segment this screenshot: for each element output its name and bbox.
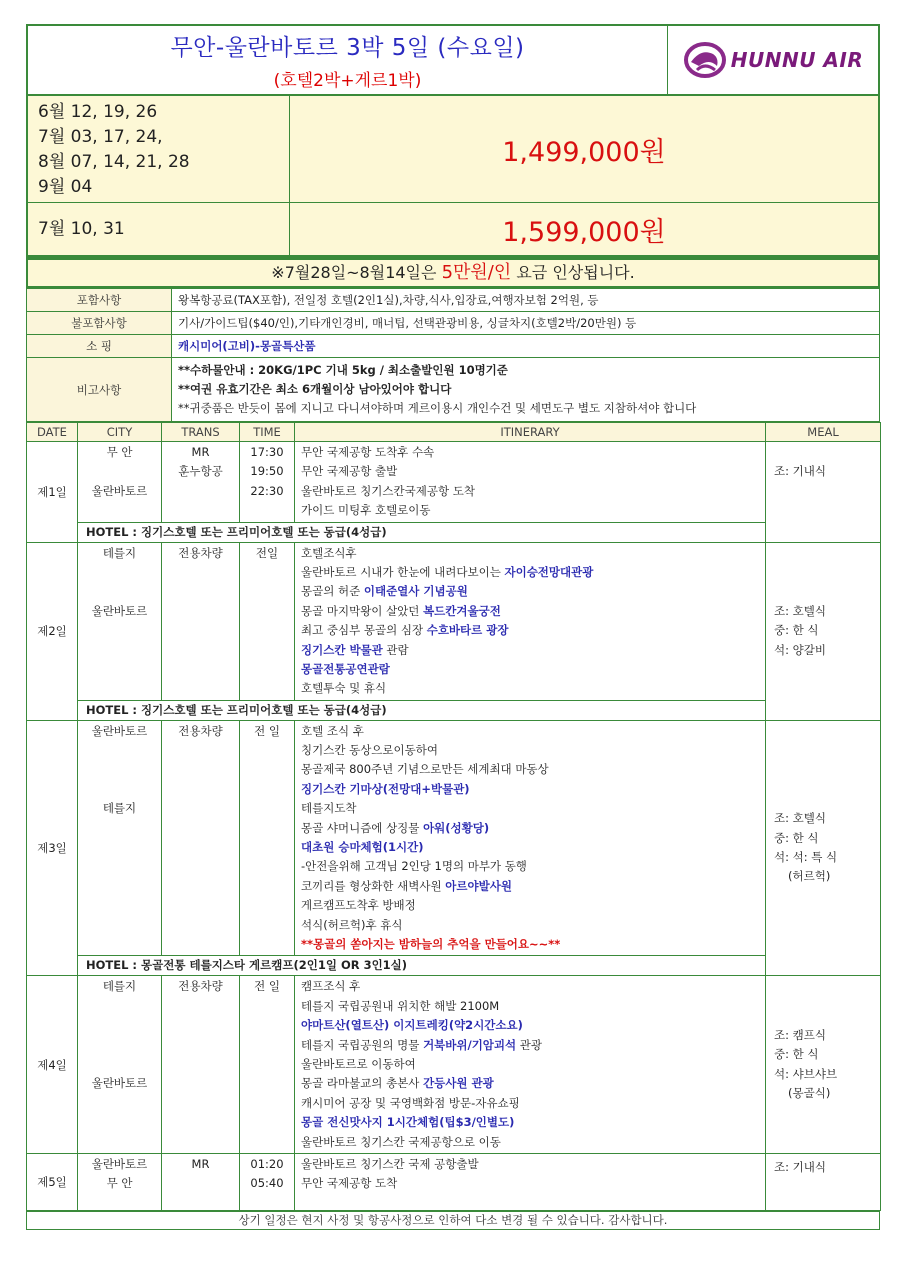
time-cell	[240, 976, 295, 1154]
itinerary-text: 최고 중심부 몽골의 심장	[301, 623, 427, 638]
logo-text: HUNNU AIR	[730, 48, 864, 72]
header	[26, 24, 880, 96]
city-line	[79, 1055, 160, 1074]
day-row	[27, 542, 881, 700]
trans-cell	[162, 976, 240, 1154]
hunnu-air-emblem-icon	[683, 40, 727, 80]
itinerary-line	[301, 977, 764, 996]
itinerary-highlight: 수흐바타르 광장	[426, 623, 509, 638]
meal-line: (몽골식)	[788, 1086, 831, 1101]
itinerary-text: 몽골의 허준	[301, 584, 364, 599]
date-line: 9월 04	[38, 177, 93, 197]
page-subtitle: (호텔2박+게르1박)	[273, 71, 422, 91]
city-cell	[78, 720, 162, 956]
departure-dates	[28, 96, 290, 202]
itinerary-text: 관광	[516, 1037, 543, 1052]
itinerary-line	[301, 1113, 764, 1132]
itinerary-line	[301, 1133, 764, 1152]
city-line: 울란바토르	[91, 483, 148, 498]
city-line	[79, 997, 160, 1016]
date-line: 8월 07, 14, 21, 28	[38, 152, 190, 172]
header-title-block	[28, 26, 668, 94]
shopping-label: 소 핑	[27, 335, 172, 358]
itinerary-line	[301, 916, 764, 935]
shopping-value: 캐시미어(고비)-몽골특산품	[172, 335, 880, 358]
time-cell	[240, 542, 295, 700]
city-line: 울란바토르	[91, 723, 148, 738]
itinerary-line	[301, 741, 764, 760]
city-line	[79, 563, 160, 582]
itinerary-table	[26, 422, 881, 1211]
price-row	[28, 203, 878, 255]
itinerary-line	[301, 602, 764, 621]
city-cell	[78, 1153, 162, 1210]
city-line: 테를지	[102, 801, 137, 816]
day-row	[27, 720, 881, 956]
col-itinerary: ITINERARY	[295, 423, 766, 442]
itinerary-highlight: 징기스칸 박물관	[301, 642, 383, 657]
itinerary-line	[301, 877, 764, 896]
itinerary-cell	[295, 976, 766, 1154]
trans-cell	[162, 720, 240, 956]
itinerary-line	[301, 582, 764, 601]
itinerary-highlight: 간등사원 관광	[423, 1076, 494, 1091]
meal-line: 조: 호텔식	[774, 604, 826, 619]
itinerary-text: 호텔 조식 후	[301, 723, 364, 738]
city-cell	[78, 442, 162, 523]
itinerary-line	[301, 660, 764, 679]
day-label: 제3일	[27, 720, 78, 976]
col-date: DATE	[27, 423, 78, 442]
hotel-row	[27, 700, 881, 720]
itinerary-cell	[295, 442, 766, 523]
hotel-row	[27, 522, 881, 542]
itinerary-line	[301, 544, 764, 563]
itinerary-cell	[295, 720, 766, 956]
city-line	[79, 760, 160, 779]
itinerary-page	[26, 24, 880, 1230]
time-cell	[240, 720, 295, 956]
price-row	[28, 96, 878, 203]
itinerary-line	[301, 838, 764, 857]
itinerary-highlight: 이태준열사 기념공원	[363, 584, 468, 599]
day-label: 제2일	[27, 542, 78, 720]
footer-note: 상기 일정은 현지 사정 및 항공사정으로 인하여 다소 변경 될 수 있습니다. 감사합니다.	[26, 1211, 880, 1230]
itinerary-line	[301, 819, 764, 838]
time-line: 01:20	[250, 1156, 284, 1171]
meal-line: 석: 양갈비	[774, 642, 826, 657]
itinerary-line: 무안 국제공항 도착후 수속	[301, 445, 435, 459]
meal-line: 조: 캠프식	[774, 1027, 826, 1042]
trans-line: 훈누항공	[178, 464, 223, 479]
meal-line: 조: 기내식	[774, 1159, 826, 1174]
time-line: 전 일	[254, 723, 280, 738]
remarks-value	[172, 358, 880, 422]
included-value: 왕복항공료(TAX포함), 전일정 호텔(2인1실),차량,식사,입장료,여행자보험 2억원, 등	[172, 289, 880, 312]
itinerary-highlight: 야마트산(열트산) 이지트레킹(약2시간소요)	[301, 1018, 523, 1033]
itinerary-highlight: 복드칸겨울궁전	[423, 603, 501, 618]
itinerary-line	[301, 621, 764, 640]
itinerary-text: 호텔조식후	[301, 545, 357, 560]
remark-line: **귀중품은 반듯이 몸에 지니고 다니셔야하며 게르이용시 개인수건 및 세면도구 별도 지참하셔야 합니다	[178, 401, 697, 415]
itinerary-special-line: **몽골의 쏟아지는 밤하늘의 추억을 만들어요~~**	[301, 936, 561, 951]
col-meal: MEAL	[766, 423, 881, 442]
info-row-included	[27, 289, 880, 312]
time-line: 05:40	[250, 1176, 284, 1191]
itinerary-text: -안전을위해 고객님 2인당 1명의 마부가 동행	[301, 859, 527, 874]
itinerary-text: 울란바토르 칭기스칸 국제공항으로 이동	[301, 1134, 501, 1149]
city-line	[79, 741, 160, 760]
price-value: 1,599,000원	[502, 216, 666, 248]
itinerary-line	[301, 1016, 764, 1035]
city-line: 무 안	[106, 445, 133, 459]
time-line: 19:50	[250, 464, 284, 479]
time-line: 전일	[255, 545, 279, 560]
trans-line: 전용차량	[178, 545, 223, 560]
city-line	[79, 1016, 160, 1035]
itinerary-text: 석식(허르헉)후 휴식	[301, 917, 403, 932]
itinerary-line	[301, 997, 764, 1016]
city-line	[79, 780, 160, 799]
itinerary-text: 테를지 국립공원의 명물	[301, 1037, 424, 1052]
city-line	[79, 582, 160, 601]
city-line: 무 안	[106, 1176, 133, 1191]
itinerary-text: 테를지 국립공원내 위치한 해발 2100M	[301, 998, 500, 1013]
itinerary-body	[27, 442, 881, 1211]
city-line: 테를지	[102, 545, 137, 560]
meal-line: 중: 한 식	[774, 830, 819, 845]
date-line: 6월 12, 19, 26	[38, 102, 158, 122]
hotel-row	[27, 956, 881, 976]
col-time: TIME	[240, 423, 295, 442]
itinerary-highlight: 아르야발사원	[445, 878, 512, 893]
city-line	[79, 1036, 160, 1055]
meal-cell	[766, 976, 881, 1154]
info-row-shopping	[27, 335, 880, 358]
itinerary-text: 칭기스칸 동상으로이동하여	[301, 743, 438, 758]
itinerary-highlight: 아워(성황당)	[423, 820, 490, 835]
excluded-label: 불포함사항	[27, 312, 172, 335]
meal-cell	[766, 442, 881, 543]
hotel-info: HOTEL : 몽골전통 테를지스타 게르캠프(2인1일 OR 3인1실)	[78, 956, 766, 976]
itinerary-highlight: 대초원 승마체험(1시간)	[301, 840, 424, 855]
day-row	[27, 976, 881, 1154]
meal-cell	[766, 1153, 881, 1210]
itinerary-text: 테를지도착	[301, 801, 357, 816]
page-title: 무안-울란바토르 3박 5일 (수요일)	[170, 35, 525, 61]
notice-text: ※7월28일~8월14일은	[271, 263, 442, 282]
itinerary-line	[301, 760, 764, 779]
itinerary-line	[301, 1074, 764, 1093]
info-row-remarks	[27, 358, 880, 422]
remark-line: **수하물안내 : 20KG/1PC 기내 5kg / 최소출발인원 10명기준	[178, 363, 508, 377]
itinerary-text: 캠프조식 후	[301, 979, 361, 994]
itinerary-highlight: 거북바위/기암괴석	[423, 1037, 517, 1052]
itinerary-text: 몽골 마지막왕이 살았던	[301, 603, 424, 618]
meal-line: 석: 샤브샤브	[774, 1066, 838, 1081]
itinerary-line	[301, 1094, 764, 1113]
day-row	[27, 442, 881, 523]
itinerary-text: 호텔투숙 및 휴식	[301, 681, 387, 696]
itinerary-text: 몽골 샤머니즘에 상징물	[301, 820, 424, 835]
itinerary-line: 무안 국제공항 출발	[301, 464, 398, 479]
itinerary-highlight: 자이승전망대관광	[504, 564, 594, 579]
notice-text: 요금 인상됩니다.	[511, 263, 635, 282]
time-cell	[240, 442, 295, 523]
trans-line: MR	[191, 1156, 210, 1171]
info-row-excluded	[27, 312, 880, 335]
remark-line: **여권 유효기간은 최소 6개월이상 남아있어야 합니다	[178, 382, 452, 396]
time-cell	[240, 1153, 295, 1210]
date-line: 7월 03, 17, 24,	[38, 127, 163, 147]
meal-line: 조: 호텔식	[774, 811, 826, 826]
meal-line: 조: 기내식	[774, 464, 826, 478]
itinerary-line: 울란바토르 칭기스칸 국제 공항출발	[301, 1156, 479, 1171]
col-trans: TRANS	[162, 423, 240, 442]
city-cell	[78, 542, 162, 700]
remarks-label: 비고사항	[27, 358, 172, 422]
time-line: 전 일	[254, 979, 280, 994]
price-table	[26, 96, 880, 257]
info-table	[26, 288, 880, 422]
city-line: 울란바토르	[91, 603, 148, 618]
city-line: 울란바토르	[91, 1076, 148, 1091]
notice-highlight: 5만원/인	[441, 262, 512, 283]
city-cell	[78, 976, 162, 1154]
city-line: 울란바토르	[91, 1156, 148, 1171]
itinerary-line	[301, 679, 764, 698]
itinerary-text: 게르캠프도착후 방배정	[301, 898, 416, 913]
trans-cell	[162, 442, 240, 523]
itinerary-text: 울란바토르 시내가 한눈에 내려다보이는	[301, 564, 505, 579]
date-line: 7월 10, 31	[38, 218, 125, 239]
itinerary-text: 관람	[382, 642, 409, 657]
itinerary-text: 몽골제국 800주년 기념으로만든 세계최대 마동상	[301, 762, 549, 777]
itinerary-line	[301, 896, 764, 915]
time-line: 17:30	[250, 445, 284, 459]
price-value: 1,499,000원	[502, 136, 666, 168]
itinerary-cell	[295, 1153, 766, 1210]
trans-cell	[162, 1153, 240, 1210]
time-line: 22:30	[250, 483, 284, 498]
itinerary-cell	[295, 542, 766, 700]
trans-line: MR	[191, 445, 210, 459]
price-notice	[26, 257, 880, 288]
trans-cell	[162, 542, 240, 700]
col-city: CITY	[78, 423, 162, 442]
city-line: 테를지	[102, 979, 137, 994]
itinerary-line: 울란바토르 칭기스칸국제공항 도착	[301, 483, 475, 498]
itinerary-line	[301, 780, 764, 799]
meal-line: 중: 한 식	[774, 1047, 819, 1062]
excluded-value: 기사/가이드팁($40/인),기타개인경비, 매너팁, 선택관광비용, 싱글차지(호텔2박/20만원) 등	[172, 312, 880, 335]
itinerary-text: 캐시미어 공장 및 국영백화점 방문-자유쇼핑	[301, 1095, 520, 1110]
day-label: 제1일	[27, 442, 78, 543]
itinerary-text: 울란바토르로 이동하여	[301, 1056, 416, 1071]
day-row	[27, 1153, 881, 1210]
itinerary-highlight: 몽골전통공연관람	[301, 661, 390, 676]
itinerary-text: 몽골 라마불교의 총본사	[301, 1076, 424, 1091]
itinerary-line	[301, 722, 764, 741]
itinerary-line	[301, 1036, 764, 1055]
included-label: 포함사항	[27, 289, 172, 312]
trans-line: 전용차량	[178, 723, 223, 738]
meal-cell	[766, 720, 881, 976]
itinerary-line: 무안 국제공항 도착	[301, 1176, 398, 1191]
itinerary-text: 코끼리를 형상화한 새벽사원	[301, 878, 446, 893]
itinerary-line	[301, 799, 764, 818]
trans-line: 전용차량	[178, 979, 223, 994]
meal-cell	[766, 542, 881, 720]
city-line	[79, 462, 160, 481]
itinerary-header-row	[27, 423, 881, 442]
meal-line: 석: 석: 특 식	[774, 850, 838, 865]
itinerary-line	[301, 1055, 764, 1074]
itinerary-line	[301, 641, 764, 660]
airline-logo	[668, 26, 878, 94]
meal-line: 중: 한 식	[774, 623, 819, 638]
itinerary-line: 가이드 미팅후 호텔로이동	[301, 503, 431, 518]
meal-line: (허르헉)	[788, 869, 831, 884]
itinerary-highlight: 징기스칸 기마상(전망대+박물관)	[301, 781, 470, 796]
departure-dates	[28, 203, 290, 255]
day-label: 제4일	[27, 976, 78, 1154]
itinerary-line	[301, 857, 764, 876]
day-label: 제5일	[27, 1153, 78, 1210]
itinerary-highlight: 몽골 전신맛사지 1시간체험(팁$3/인별도)	[301, 1115, 515, 1130]
itinerary-line	[301, 563, 764, 582]
hotel-info: HOTEL : 징기스호텔 또는 프리미어호텔 또는 동급(4성급)	[78, 522, 766, 542]
hotel-info: HOTEL : 징기스호텔 또는 프리미어호텔 또는 동급(4성급)	[78, 700, 766, 720]
